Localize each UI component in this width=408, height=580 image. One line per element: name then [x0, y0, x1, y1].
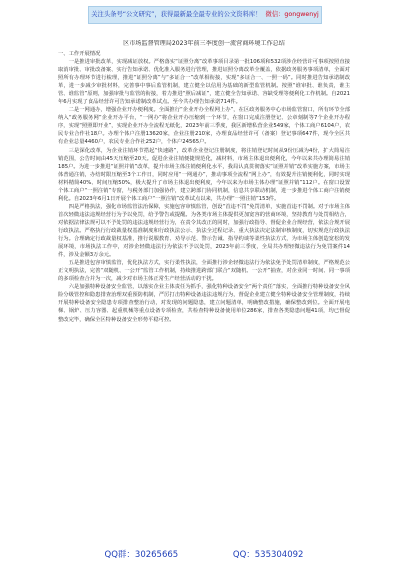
- paragraph-6: 六是加强特种设备安全监管，以落实企业主体责任为抓手，强化特种设备安全“两个责任”落实，全面推行特种设备安全风险分级管控和隐患排查治理双重预防机制，严厉打击特种设备违法违规行为，督促企业建立健全特种设备安全管理制度，持续开展特种设备安全隐患专项排查整治行动，对发现的问题隐患，建立问题清单，明确整改措施，确保整改到位。全面开展电梯、锅炉、压力容器、起重机械等重点设备专项检查，共检查特种设备使用单位286家，排查各类隐患问题41项，均已督促整改完毕，确保全区特种设备安全形势平稳可控。: [58, 284, 350, 323]
- document-title: 区市场监督管理局2023年前三季度创一流营商环境工作总结: [123, 40, 285, 47]
- paragraph-5: 五是推进包容审慎监管，优化执法方式，实行柔性执法，全面推行涉企轻微违法行为依法免予处罚清单制度，严格规范公正文明执法，完善“双随机、一公开”监管工作机制，持续推进跨部门联合“双随机、一公开”抽查，对企业同一时间、同一事项的多项检查合并为一次，减少对市场主体正常生产经营活动的干扰。: [58, 260, 350, 283]
- paragraph-3: 三是深化改革，为企业注销环节搭起“快速路”，改革企业登记注册制度，将注销登记时间从9份压减为4份，扩大简易注销范围，公告时间由45天压缩至20天。促进企业注销便捷规范化，减材料，市场主体退出便利化，今年以来共办理简易注销185户。为进一步推进“证照并销”改革，提升市场主体注销便利化水平，我局认真贯彻落实“证照并销”改革实施方案，市场主体普通注销，办结时限压缩至3个工作日，同时应用“一网通办”，推动事项全流程“网上办”，有效提升注销便利化，同时实现材料精简40%、时间压缩50%，极大提升了市场主体退出便利度，今年以来为市场主体办理“证照并销”112户。在窗口设置个体工商户“一照注销”专窗，与税务部门加强协作，建立跨部门协同机制，信息共享联动机制，进一步推进个体工商户注销便利化。自2023年6月1日开展个体工商户“一照注销”改革试点以来，共办理“一照注销”153件。: [58, 147, 350, 202]
- page-footer: [0, 548, 408, 560]
- promo-banner-text: 关注头条号“公文研究”，获得最新最全最专业的公文资料库！: [91, 11, 262, 18]
- paragraph-1: 一是推进审批改革，实现减证放权。严格落实“证照分离”改革事项目录第一批106项和532项涉企经营许可事项按照直接取消审批、审批改备案、实行告知承诺、优化准入服务进行管理，推进证照分离改革全覆盖，依据政务服务事项清单，全面对照所有办理环节进行梳理，推进“证照分离”与“多证合一”改革相衔接，实现“多证合一、一照一码”。同时推进告知承诺制改革，进一步减少审批材料，完善事中事后监管机制，建立健全以信用为基础的新型监管机制。按照“谁审批、谁负责，谁主管、谁监管”原则，加强审批与监管的衔接，着力推进“照后减证”，建立健全告知承诺、容缺受理等便利化工作机制。自2021年6月实现了食品经营许可告知承诺制改革试点。至今共办理告知承诺714件。: [58, 59, 350, 106]
- promo-banner-wechat: 微信：gongwenyj: [265, 11, 319, 18]
- section-heading: 一、工作开展情况: [58, 51, 101, 57]
- paragraph-2: 二是一网通办，增强企业开办便利度。全面推行“企业开办全程网上办”，在区政务服务中心市场监管窗口，所有环节全部纳入“政务服务网”企业开办平台，“一网办”将企业开办压缩到一个环节，在窗口完成注册登记、公章刻制等7个企业开办程序，实现“照照即开业”，实现企业开办全流程无纸化，2023年前三季度，我区新增私营企业549家，个体工商户6104户，农民专业合作社18户。办理个体户注册13620家，企业注册210家，办理食品经营许可（备案）登记事项647件，现今全区共有企业总量4460户，农民专业合作社252户，个体户24565户。: [58, 107, 350, 146]
- promo-banner: [88, 6, 322, 24]
- document-body: [58, 40, 350, 552]
- paragraph-4: 四是严格执法，强化市场监管法治保障，实施包容审慎监管，创设“首违不罚”免罚清单，实施首违不罚制。对于市场主体首次轻微违法违规经营行为予以免罚，给予警告或提醒。为各类市场主体提供更加宽容的营商环境，坚持教育与处罚相结合，对依据法律法规可以不予处罚的违法违规经营行为，在责令其改正的同时，加强行政指导、督促企业合规经营，依法合规开展行政执法。严格执行行政裁量权基准制度和行政执法公示、执法全过程记录、重大执法决定法制审核制度，切实规范行政执法行为。合理确定行政裁量权基准，推行说服教育、劝导示范、警示告诫、指导约谈等柔性执法方式，为市场主体创造宽松的发展环境，市场执法工作中，对涉企轻微违法行为依法不予以处罚，2023年前三季度，全局共办理轻微违法行为免罚案件14件，涉及金额3万余元。: [58, 203, 350, 259]
- footer-qq: QQ：535304092: [232, 550, 304, 560]
- footer-qq-group: QQ群：30265665: [104, 550, 179, 560]
